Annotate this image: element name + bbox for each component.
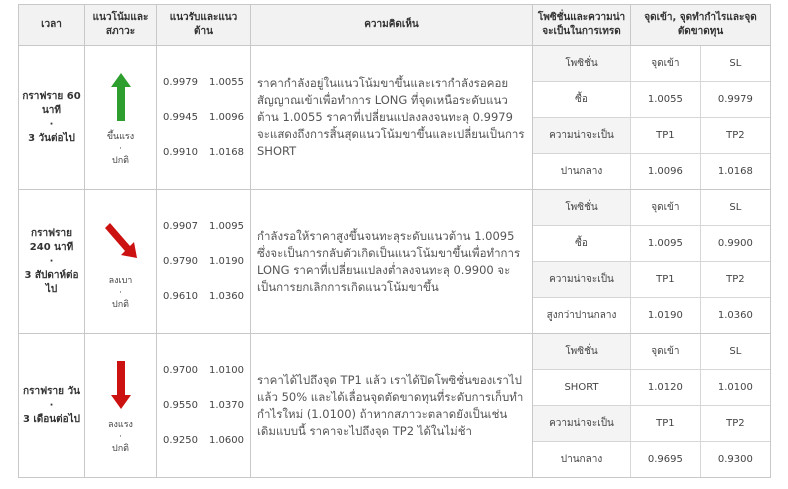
position-grid-label: ความน่าจะเป็น — [533, 406, 631, 442]
support-level: 0.9250 — [163, 435, 198, 446]
separator-dot: · — [49, 255, 54, 267]
timeframe-cell — [19, 46, 85, 190]
header-time: เวลา — [19, 5, 85, 46]
position-grid-label: ซื้อ — [533, 226, 631, 262]
timeframe-chart: กราฟราย 240 นาที — [29, 227, 74, 253]
separator-dot: · — [119, 431, 122, 442]
sr-level-row — [163, 65, 244, 100]
trend-condition: ปกติ — [111, 443, 129, 454]
position-cell — [533, 334, 771, 478]
position-grid-row — [533, 82, 770, 118]
position-cell — [533, 190, 771, 334]
position-grid-value: จุดเข้า — [631, 334, 701, 370]
resistance-level: 1.0096 — [209, 112, 244, 123]
sr-level-row — [163, 209, 244, 244]
position-grid — [533, 190, 770, 333]
arrow-up-icon — [87, 69, 154, 125]
support-level: 0.9790 — [163, 256, 198, 267]
position-grid-value: 1.0096 — [631, 154, 701, 190]
separator-dot: · — [119, 143, 122, 154]
comment-cell: กำลังรอให้ราคาสูงขึ้นจนทะลุระดับแนวต้าน 1.0095 ซึ่งจะเป็นการกลับตัวเกิดเป็นแนวโน้มขาขึ้นเพื่อทำการ LONG ราคาที่เปลี่ยนแปลงต่ำลงจนทะลุ 0.9900 จะเป็นการยกเลิกการเกิดแนวโน้มขาขึ้น — [251, 190, 533, 334]
position-grid-label: SHORT — [533, 370, 631, 406]
forecast-row — [19, 46, 771, 190]
support-level: 0.9910 — [163, 147, 198, 158]
position-grid-value: 1.0095 — [631, 226, 701, 262]
resistance-level: 1.0190 — [209, 256, 244, 267]
timeframe-horizon: 3 วันต่อไป — [28, 132, 75, 144]
forecast-row — [19, 334, 771, 478]
trend-condition: ปกติ — [111, 155, 129, 166]
position-cell — [533, 46, 771, 190]
resistance-level: 1.0360 — [209, 291, 244, 302]
position-grid-label: สูงกว่าปานกลาง — [533, 298, 631, 334]
timeframe-horizon: 3 เดือนต่อไป — [22, 413, 81, 425]
sr-level-row — [163, 423, 244, 458]
position-grid-row — [533, 46, 770, 82]
position-grid-value: 1.0100 — [700, 370, 770, 406]
header-row — [19, 5, 771, 46]
arrow-down-right-icon — [87, 213, 154, 269]
position-grid-value: 0.9300 — [700, 442, 770, 478]
support-level: 0.9550 — [163, 400, 198, 411]
position-grid-value: 0.9900 — [700, 226, 770, 262]
position-grid-row — [533, 154, 770, 190]
position-grid-value: 1.0360 — [700, 298, 770, 334]
separator-dot: · — [49, 118, 54, 130]
resistance-level: 1.0370 — [209, 400, 244, 411]
position-grid-row — [533, 262, 770, 298]
sr-level-row — [163, 353, 244, 388]
sr-level-row — [163, 244, 244, 279]
trend-strength: ลงเบา — [108, 275, 133, 286]
timeframe-chart: กราฟราย 60 นาที — [22, 90, 81, 116]
position-grid-value: TP1 — [631, 262, 701, 298]
timeframe-cell — [19, 334, 85, 478]
sr-level-row — [163, 388, 244, 423]
forecast-table-container — [18, 4, 770, 478]
position-grid-row — [533, 226, 770, 262]
position-grid-value: 1.0190 — [631, 298, 701, 334]
position-grid-label: ปานกลาง — [533, 154, 631, 190]
position-grid-value: TP1 — [631, 118, 701, 154]
trend-strength: ขึ้นแรง — [106, 131, 135, 142]
position-grid-label: ปานกลาง — [533, 442, 631, 478]
forecast-row — [19, 190, 771, 334]
position-grid-label: ความน่าจะเป็น — [533, 262, 631, 298]
position-grid-value: จุดเข้า — [631, 190, 701, 226]
position-grid-row — [533, 406, 770, 442]
timeframe-horizon: 3 สัปดาห์ต่อไป — [24, 269, 79, 295]
position-grid-value: TP2 — [700, 262, 770, 298]
support-resistance-cell — [157, 46, 251, 190]
position-grid-label: โพซิชั่น — [533, 190, 631, 226]
position-grid-label: ซื้อ — [533, 82, 631, 118]
resistance-level: 1.0600 — [209, 435, 244, 446]
position-grid-value: TP1 — [631, 406, 701, 442]
position-grid-row — [533, 334, 770, 370]
position-grid — [533, 334, 770, 477]
position-grid-value: SL — [700, 334, 770, 370]
separator-dot: · — [49, 399, 54, 411]
position-grid-value: TP2 — [700, 118, 770, 154]
position-grid — [533, 46, 770, 189]
position-grid-row — [533, 118, 770, 154]
comment-cell: ราคาได้ไปถึงจุด TP1 แล้ว เราได้ปิดโพซิชั่นของเราไปแล้ว 50% และได้เลื่อนจุดตัดขาดทุนที่ระดับการเก็บทำกำไรใหม่ (1.0100) ถ้าหากสภาวะตลาดยังเป็นเช่นเดิมแบบนี้ ราคาจะไปถึงจุด TP2 ได้ในไม่ช้า — [251, 334, 533, 478]
position-grid-value: SL — [700, 190, 770, 226]
trend-cell — [85, 190, 157, 334]
trend-cell — [85, 334, 157, 478]
arrow-down-icon — [87, 357, 154, 413]
support-level: 0.9907 — [163, 221, 198, 232]
resistance-level: 1.0095 — [209, 221, 244, 232]
position-grid-value: 0.9695 — [631, 442, 701, 478]
resistance-level: 1.0055 — [209, 77, 244, 88]
timeframe-chart: กราฟราย วัน — [23, 385, 80, 397]
position-grid-value: SL — [700, 46, 770, 82]
header-entry: จุดเข้า, จุดทำกำไรและจุดตัดขาดทุน — [631, 5, 771, 46]
position-grid-row — [533, 442, 770, 478]
position-grid-value: 1.0168 — [700, 154, 770, 190]
forecast-table — [18, 4, 771, 478]
timeframe-cell — [19, 190, 85, 334]
trend-cell — [85, 46, 157, 190]
separator-dot: · — [119, 287, 122, 298]
position-grid-value: 0.9979 — [700, 82, 770, 118]
header-comment: ความคิดเห็น — [251, 5, 533, 46]
position-grid-value: จุดเข้า — [631, 46, 701, 82]
support-level: 0.9700 — [163, 365, 198, 376]
support-level: 0.9610 — [163, 291, 198, 302]
trend-strength: ลงแรง — [108, 419, 133, 430]
support-level: 0.9945 — [163, 112, 198, 123]
header-support-resistance: แนวรับและแนวต้าน — [157, 5, 251, 46]
sr-level-row — [163, 100, 244, 135]
resistance-level: 1.0168 — [209, 147, 244, 158]
header-trend: แนวโน้มและสภาวะ — [85, 5, 157, 46]
position-grid-row — [533, 298, 770, 334]
sr-level-row — [163, 135, 244, 170]
position-grid-row — [533, 190, 770, 226]
sr-level-row — [163, 279, 244, 314]
position-grid-value: TP2 — [700, 406, 770, 442]
support-resistance-cell — [157, 190, 251, 334]
position-grid-label: ความน่าจะเป็น — [533, 118, 631, 154]
header-position: โพซิชั่นและความน่าจะเป็นในการเทรด — [533, 5, 631, 46]
position-grid-value: 1.0055 — [631, 82, 701, 118]
position-grid-row — [533, 370, 770, 406]
support-level: 0.9979 — [163, 77, 198, 88]
position-grid-value: 1.0120 — [631, 370, 701, 406]
comment-cell: ราคากำลังอยู่ในแนวโน้มขาขึ้นและเรากำลังรอคอยสัญญาณเข้าเพื่อทำการ LONG ที่จุดเหนือระดับแนวต้าน 1.0055 ราคาที่เปลี่ยนแปลงลงจนทะลุ 0.9979 จะแสดงถึงการสิ้นสุดแนวโน้มขาขึ้นและเปลี่ยนเป็นการ SHORT — [251, 46, 533, 190]
resistance-level: 1.0100 — [209, 365, 244, 376]
position-grid-label: โพซิชั่น — [533, 46, 631, 82]
position-grid-label: โพซิชั่น — [533, 334, 631, 370]
trend-condition: ปกติ — [111, 299, 129, 310]
support-resistance-cell — [157, 334, 251, 478]
